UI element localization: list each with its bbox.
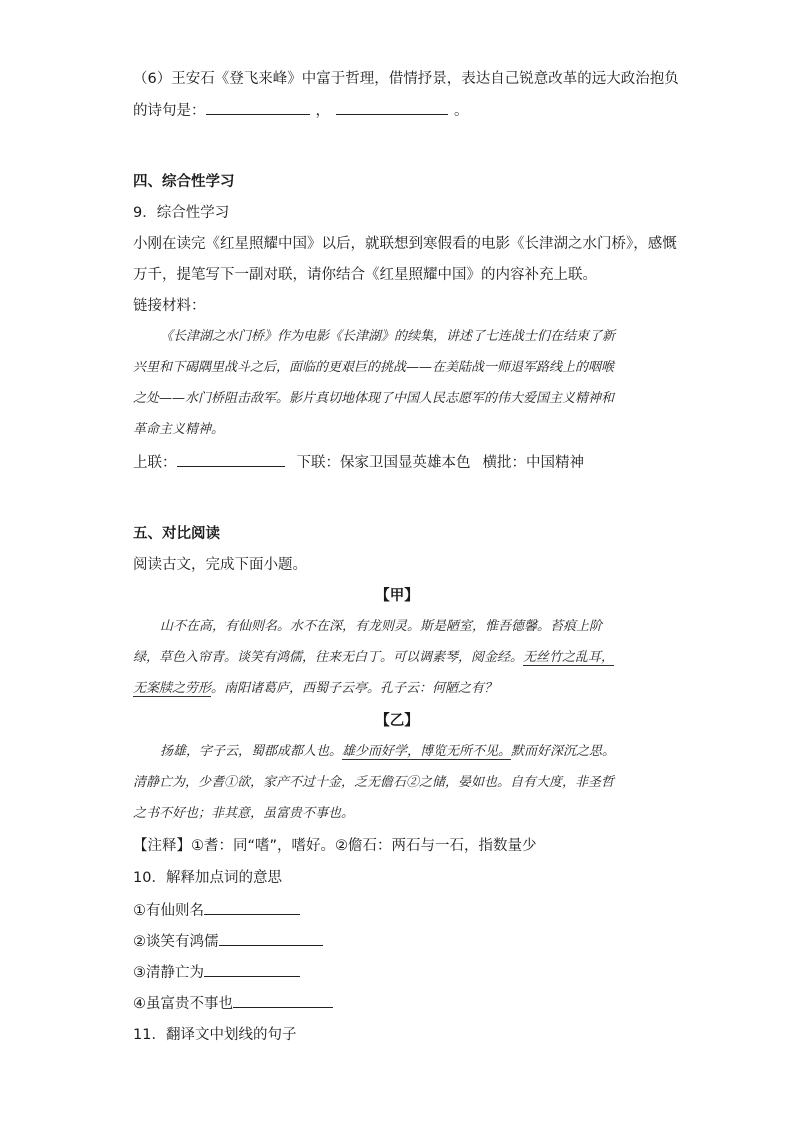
q10-item-2-label: ②谈笑有鸿儒 bbox=[133, 934, 219, 950]
q10-blank-2[interactable] bbox=[219, 931, 323, 946]
q10-item-3-label: ③清静亡为 bbox=[133, 965, 204, 981]
q9-intro-line1: 小刚在读完《红星照耀中国》以后，就联想到寒假看的电影《长津湖之水门桥》，感慨 bbox=[133, 236, 677, 252]
yi-underlined-sentence: 雄少而好学，博览无所不见。 bbox=[342, 744, 512, 759]
couplet-upper-blank[interactable] bbox=[177, 452, 285, 467]
material-line1: 《长津湖之水门桥》作为电影《长津湖》的续集，讲述了七连战士们在结束了新 bbox=[160, 329, 616, 344]
q9-title: 9．综合性学习 bbox=[133, 205, 230, 221]
material-line2: 兴里和下碣隅里战斗之后，面临的更艰巨的挑战——在美陆战一师退军路线上的咽喉 bbox=[133, 360, 615, 375]
q10-blank-1[interactable] bbox=[204, 900, 300, 915]
jia-line2 bbox=[133, 648, 614, 668]
couplet-banner: 横批：中国精神 bbox=[482, 455, 584, 471]
couplet-lower: 下联：保家卫国显英雄本色 bbox=[296, 455, 471, 471]
yi-line1-end: 默而好深沉之思。 bbox=[511, 744, 616, 759]
yi-line1-text: 扬雄，字子云，蜀郡成都人也。 bbox=[160, 744, 343, 759]
material-line4: 革命主义精神。 bbox=[133, 422, 225, 437]
couplet-upper-label: 上联： bbox=[133, 455, 177, 471]
q6-line2 bbox=[133, 100, 469, 121]
q10-blank-3[interactable] bbox=[204, 962, 300, 977]
q10-item-1 bbox=[133, 900, 300, 921]
yi-line3: 之书不好也；非其意，虽富贵不事也。 bbox=[133, 806, 355, 821]
jia-line1-text: 山不在高，有仙则名。水不在深，有龙则灵。斯是陋室，惟吾德馨。苔痕上阶 bbox=[160, 619, 603, 634]
jia-underlined-sentence-b: 无案牍之劳形 bbox=[133, 681, 212, 696]
q10-item-2 bbox=[133, 931, 323, 952]
jia-line1 bbox=[160, 617, 602, 637]
jia-line2-text: 绿，草色入帘青。谈笑有鸿儒，往来无白丁。可以调素琴，阅金经。 bbox=[133, 650, 524, 665]
q6-comma: ， bbox=[315, 103, 330, 119]
answer-blank-1[interactable] bbox=[206, 100, 310, 115]
jia-line3 bbox=[133, 679, 497, 699]
annotation-note: 【注释】①耆：同“嗜”，嗜好。②儋石：两石与一石，指数量少 bbox=[133, 838, 537, 854]
yi-line1 bbox=[160, 742, 615, 762]
q10-item-3 bbox=[133, 962, 300, 983]
section4-heading: 四、综合性学习 bbox=[133, 174, 235, 190]
q10-item-1-label: ①有仙则名 bbox=[133, 903, 204, 919]
couplet-row bbox=[133, 452, 584, 473]
q6-prefix: 的诗句是： bbox=[133, 103, 206, 119]
q9-intro-line2: 万千，提笔写下一副对联，请你结合《红星照耀中国》的内容补充上联。 bbox=[133, 267, 597, 283]
yi-line2: 清静亡为，少耆①欲，家产不过十金，乏无儋石②之储，晏如也。自有大度，非圣哲 bbox=[133, 775, 615, 790]
passage-yi-title: 【乙】 bbox=[375, 713, 419, 729]
jia-line3-text: 。南阳诸葛庐，西蜀子云亭。孔子云：何陋之有？ bbox=[211, 681, 498, 696]
section5-heading: 五、对比阅读 bbox=[133, 526, 220, 542]
passage-jia-title: 【甲】 bbox=[375, 588, 419, 604]
material-line3: 之处——水门桥阻击敌军。影片真切地体现了中国人民志愿军的伟大爱国主义精神和 bbox=[133, 391, 615, 406]
jia-underlined-sentence-a: 无丝竹之乱耳， bbox=[523, 650, 615, 665]
q10-item-4-label: ④虽富贵不事也 bbox=[133, 996, 233, 1012]
link-material-label: 链接材料： bbox=[133, 298, 206, 314]
q11-title: 11．翻译文中划线的句子 bbox=[133, 1027, 297, 1043]
q6-line1: （6）王安石《登飞来峰》中富于哲理，借情抒景，表达自己锐意改革的远大政治抱负 bbox=[133, 71, 679, 87]
section5-instruction: 阅读古文，完成下面小题。 bbox=[133, 557, 307, 573]
q10-blank-4[interactable] bbox=[233, 993, 333, 1008]
q10-title: 10．解释加点词的意思 bbox=[133, 870, 282, 886]
q6-end: 。 bbox=[454, 103, 469, 119]
q10-item-4 bbox=[133, 993, 333, 1014]
answer-blank-2[interactable] bbox=[336, 100, 448, 115]
